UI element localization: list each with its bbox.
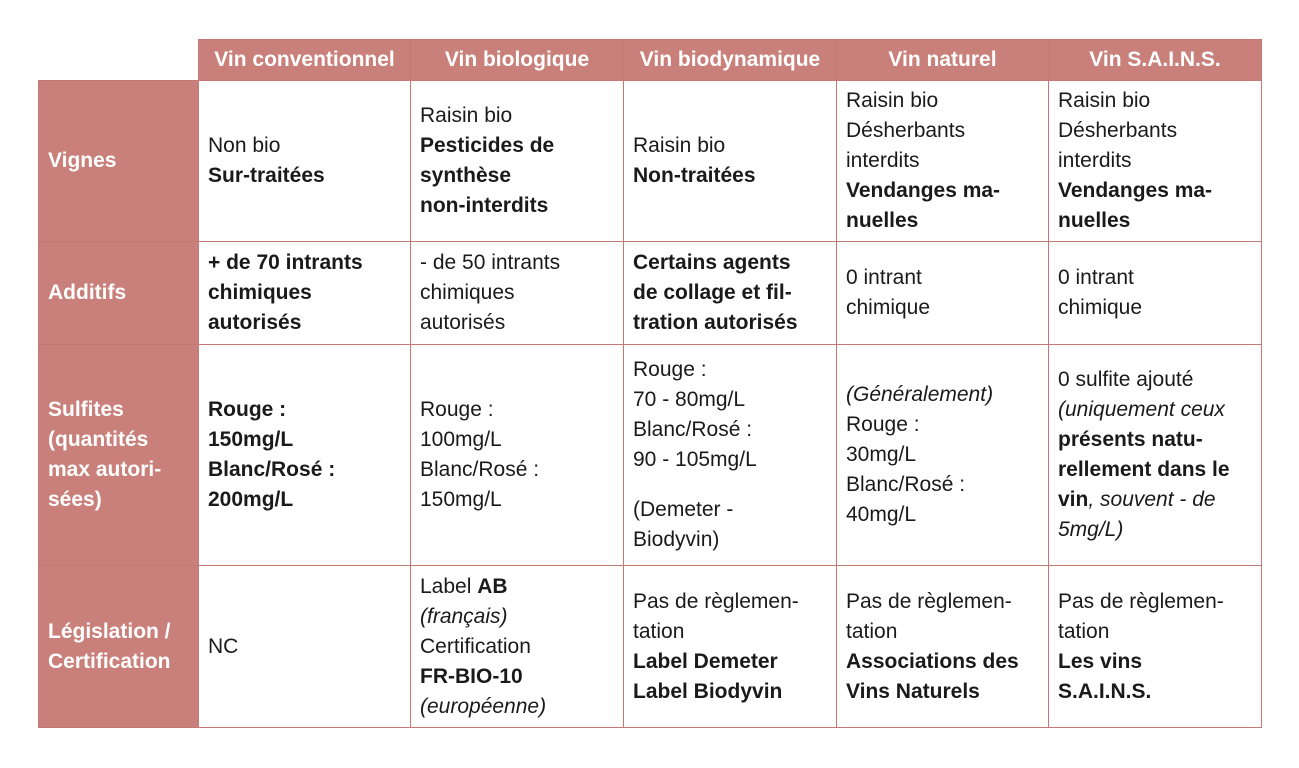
cell-text: 70 - 80mg/L: [633, 388, 746, 411]
cell-text: Label Biodyvin: [633, 679, 783, 703]
cell-line: [633, 131, 827, 161]
cell-text: tation: [633, 619, 685, 643]
cell-text: Associations des: [846, 649, 1019, 673]
cell-text: Raisin bio: [846, 89, 939, 112]
cell-line: [633, 161, 827, 191]
cell-text: - de 50 intrants: [420, 251, 561, 274]
row-label-line: Sulfites: [48, 398, 124, 421]
cell-text: Désherbants: [846, 119, 966, 142]
cell-line: [420, 632, 614, 662]
header-row: [39, 40, 1262, 81]
cell-line: [846, 293, 1039, 323]
cell-line: [208, 161, 401, 191]
cell-text: (français): [420, 604, 508, 628]
cell-text: interdits: [846, 149, 920, 172]
cell-text: autorisés: [420, 311, 506, 334]
cell-text: Blanc/Rosé :: [633, 418, 753, 441]
cell-text: nuelles: [846, 209, 919, 232]
cell-line: [420, 161, 614, 191]
cell-text: Non-traitées: [633, 164, 756, 187]
cell-line: [208, 278, 401, 308]
cell-line: [1058, 515, 1252, 545]
cell-text: 0 sulfite ajouté: [1058, 368, 1194, 391]
cell-line: [1058, 365, 1252, 395]
cell-line: [846, 86, 1039, 116]
cell-line: [846, 440, 1039, 470]
cell-text: 0 intrant: [1058, 266, 1134, 289]
row-label-line: Certification: [48, 649, 171, 673]
cell-line: [420, 662, 614, 692]
cell-line: [208, 308, 401, 338]
cell-line: [633, 415, 827, 445]
cell-text: , souvent - de: [1088, 488, 1216, 511]
cell-line: [420, 572, 614, 602]
cell-line: [633, 677, 827, 707]
cell-text: + de 70 intrants: [208, 251, 363, 274]
row-label-line: sées): [48, 488, 102, 511]
cell-text: 5mg/L): [1058, 518, 1124, 541]
cell-text: chimique: [846, 296, 931, 319]
cell-text: Blanc/Rosé :: [208, 458, 336, 481]
column-header: Vin S.A.I.N.S.: [1049, 40, 1262, 81]
blank-line: [633, 475, 827, 495]
table-cell: [411, 81, 624, 242]
cell-text: interdits: [1058, 149, 1132, 172]
row-header: [39, 242, 199, 345]
row-header: [39, 345, 199, 566]
row-header: [39, 566, 199, 728]
cell-text: Pesticides de: [420, 134, 555, 157]
cell-line: [1058, 455, 1252, 485]
cell-text: Raisin bio: [1058, 89, 1151, 112]
cell-text: vin: [1058, 488, 1089, 511]
cell-text: 150mg/L: [208, 428, 294, 451]
table-cell: [1049, 81, 1262, 242]
cell-text: chimiques: [420, 281, 515, 304]
cell-line: [846, 617, 1039, 647]
cell-text: Non bio: [208, 134, 281, 157]
cell-text: S.A.I.N.S.: [1058, 679, 1152, 703]
table-cell: [837, 242, 1049, 345]
table-cell: [411, 242, 624, 345]
cell-text: Label: [420, 574, 478, 598]
row-legislation: [39, 566, 1262, 728]
cell-text: (Généralement): [846, 383, 994, 406]
cell-line: [420, 191, 614, 221]
row-sulfites: [39, 345, 1262, 566]
cell-text: Rouge :: [208, 398, 287, 421]
cell-line: [1058, 86, 1252, 116]
cell-line: [420, 425, 614, 455]
table-cell: [199, 81, 411, 242]
cell-text: Pas de règlemen-: [633, 589, 799, 613]
cell-line: [1058, 176, 1252, 206]
cell-text: 150mg/L: [420, 488, 502, 511]
cell-text: Vendanges ma-: [1058, 179, 1213, 202]
cell-text: rellement dans le: [1058, 458, 1230, 481]
cell-line: [208, 455, 401, 485]
cell-line: [633, 525, 827, 555]
cell-line: [633, 278, 827, 308]
column-header: Vin conventionnel: [199, 40, 411, 81]
cell-text: NC: [208, 634, 239, 658]
cell-text: 30mg/L: [846, 443, 917, 466]
cell-line: [420, 455, 614, 485]
cell-line: [846, 410, 1039, 440]
cell-line: [1058, 617, 1252, 647]
table-cell: [624, 81, 837, 242]
cell-line: [633, 495, 827, 525]
cell-text: autorisés: [208, 311, 302, 334]
row-label-line: Additifs: [48, 281, 127, 304]
cell-text: 40mg/L: [846, 503, 917, 526]
cell-line: [1058, 395, 1252, 425]
cell-text: Rouge :: [846, 413, 920, 436]
cell-text: 100mg/L: [420, 428, 502, 451]
cell-text: Blanc/Rosé :: [846, 473, 966, 496]
row-label-line: Législation /: [48, 619, 171, 643]
table-cell: [837, 345, 1049, 566]
cell-line: [208, 632, 401, 662]
cell-line: [846, 116, 1039, 146]
cell-text: Raisin bio: [420, 104, 513, 127]
wine-comparison-table: [38, 39, 1262, 728]
cell-line: [1058, 425, 1252, 455]
cell-text: tation: [1058, 619, 1110, 643]
cell-text: 200mg/L: [208, 488, 294, 511]
cell-line: [420, 278, 614, 308]
cell-line: [633, 308, 827, 338]
table-cell: [199, 566, 411, 728]
cell-text: non-interdits: [420, 194, 549, 217]
cell-line: [846, 677, 1039, 707]
cell-line: [846, 263, 1039, 293]
cell-text: Rouge :: [633, 358, 707, 381]
cell-line: [1058, 647, 1252, 677]
table-cell: [1049, 242, 1262, 345]
cell-line: [1058, 293, 1252, 323]
row-vignes: [39, 81, 1262, 242]
cell-line: [846, 176, 1039, 206]
cell-text: FR-BIO-10: [420, 664, 523, 688]
cell-line: [1058, 587, 1252, 617]
cell-line: [420, 395, 614, 425]
cell-text: Pas de règlemen-: [846, 589, 1012, 613]
cell-line: [420, 248, 614, 278]
cell-text: chimiques: [208, 281, 312, 304]
cell-line: [633, 617, 827, 647]
table-cell: [837, 81, 1049, 242]
cell-text: Rouge :: [420, 398, 494, 421]
cell-line: [1058, 146, 1252, 176]
row-label-line: (quantités: [48, 428, 149, 451]
cell-text: (uniquement ceux: [1058, 398, 1225, 421]
table-cell: [1049, 566, 1262, 728]
cell-line: [420, 602, 614, 632]
cell-line: [208, 485, 401, 515]
row-label-line: max autori-: [48, 458, 162, 481]
cell-text: Vendanges ma-: [846, 179, 1001, 202]
cell-text: tation: [846, 619, 898, 643]
cell-text: Label Demeter: [633, 649, 778, 673]
cell-line: [420, 308, 614, 338]
cell-text: Biodyvin): [633, 528, 720, 551]
table-cell: [624, 345, 837, 566]
table-cell: [411, 566, 624, 728]
table-cell: [624, 566, 837, 728]
cell-line: [846, 647, 1039, 677]
row-header: [39, 81, 199, 242]
cell-text: Blanc/Rosé :: [420, 458, 540, 481]
table-cell: [1049, 345, 1262, 566]
column-header: Vin naturel: [837, 40, 1049, 81]
cell-line: [633, 587, 827, 617]
cell-text: (européenne): [420, 694, 547, 718]
cell-line: [208, 248, 401, 278]
cell-text: Raisin bio: [633, 134, 726, 157]
row-label-line: Vignes: [48, 149, 117, 172]
cell-line: [1058, 263, 1252, 293]
table-cell: [199, 345, 411, 566]
cell-line: [633, 445, 827, 475]
cell-line: [846, 206, 1039, 236]
cell-line: [633, 248, 827, 278]
cell-text: Vins Naturels: [846, 679, 980, 703]
cell-text: Les vins: [1058, 649, 1143, 673]
cell-text: de collage et fil-: [633, 281, 792, 304]
cell-line: [420, 131, 614, 161]
cell-line: [1058, 677, 1252, 707]
table-cell: [837, 566, 1049, 728]
cell-line: [633, 647, 827, 677]
cell-text: présents natu-: [1058, 428, 1203, 451]
cell-text: Désherbants: [1058, 119, 1178, 142]
cell-line: [633, 355, 827, 385]
cell-line: [208, 395, 401, 425]
cell-line: [846, 587, 1039, 617]
cell-text: AB: [477, 574, 508, 598]
cell-line: [846, 500, 1039, 530]
cell-text: Sur-traitées: [208, 164, 325, 187]
column-header: Vin biodynamique: [624, 40, 837, 81]
cell-text: (Demeter -: [633, 498, 734, 521]
cell-line: [1058, 116, 1252, 146]
table-cell: [624, 242, 837, 345]
cell-text: Certification: [420, 634, 531, 658]
cell-text: nuelles: [1058, 209, 1131, 232]
cell-text: chimique: [1058, 296, 1143, 319]
table-cell: [199, 242, 411, 345]
cell-line: [846, 146, 1039, 176]
cell-line: [846, 380, 1039, 410]
row-additifs: [39, 242, 1262, 345]
cell-text: 90 - 105mg/L: [633, 448, 757, 471]
cell-line: [208, 131, 401, 161]
column-header: Vin biologique: [411, 40, 624, 81]
table-cell: [411, 345, 624, 566]
cell-text: tration autorisés: [633, 311, 798, 334]
cell-text: Certains agents: [633, 251, 791, 274]
cell-line: [633, 385, 827, 415]
cell-line: [420, 101, 614, 131]
cell-text: synthèse: [420, 164, 512, 187]
cell-line: [420, 692, 614, 722]
cell-line: [208, 425, 401, 455]
corner-cell: [39, 40, 199, 81]
cell-text: 0 intrant: [846, 266, 922, 289]
cell-line: [1058, 485, 1252, 515]
cell-line: [420, 485, 614, 515]
cell-text: Pas de règlemen-: [1058, 589, 1224, 613]
cell-line: [846, 470, 1039, 500]
cell-line: [1058, 206, 1252, 236]
